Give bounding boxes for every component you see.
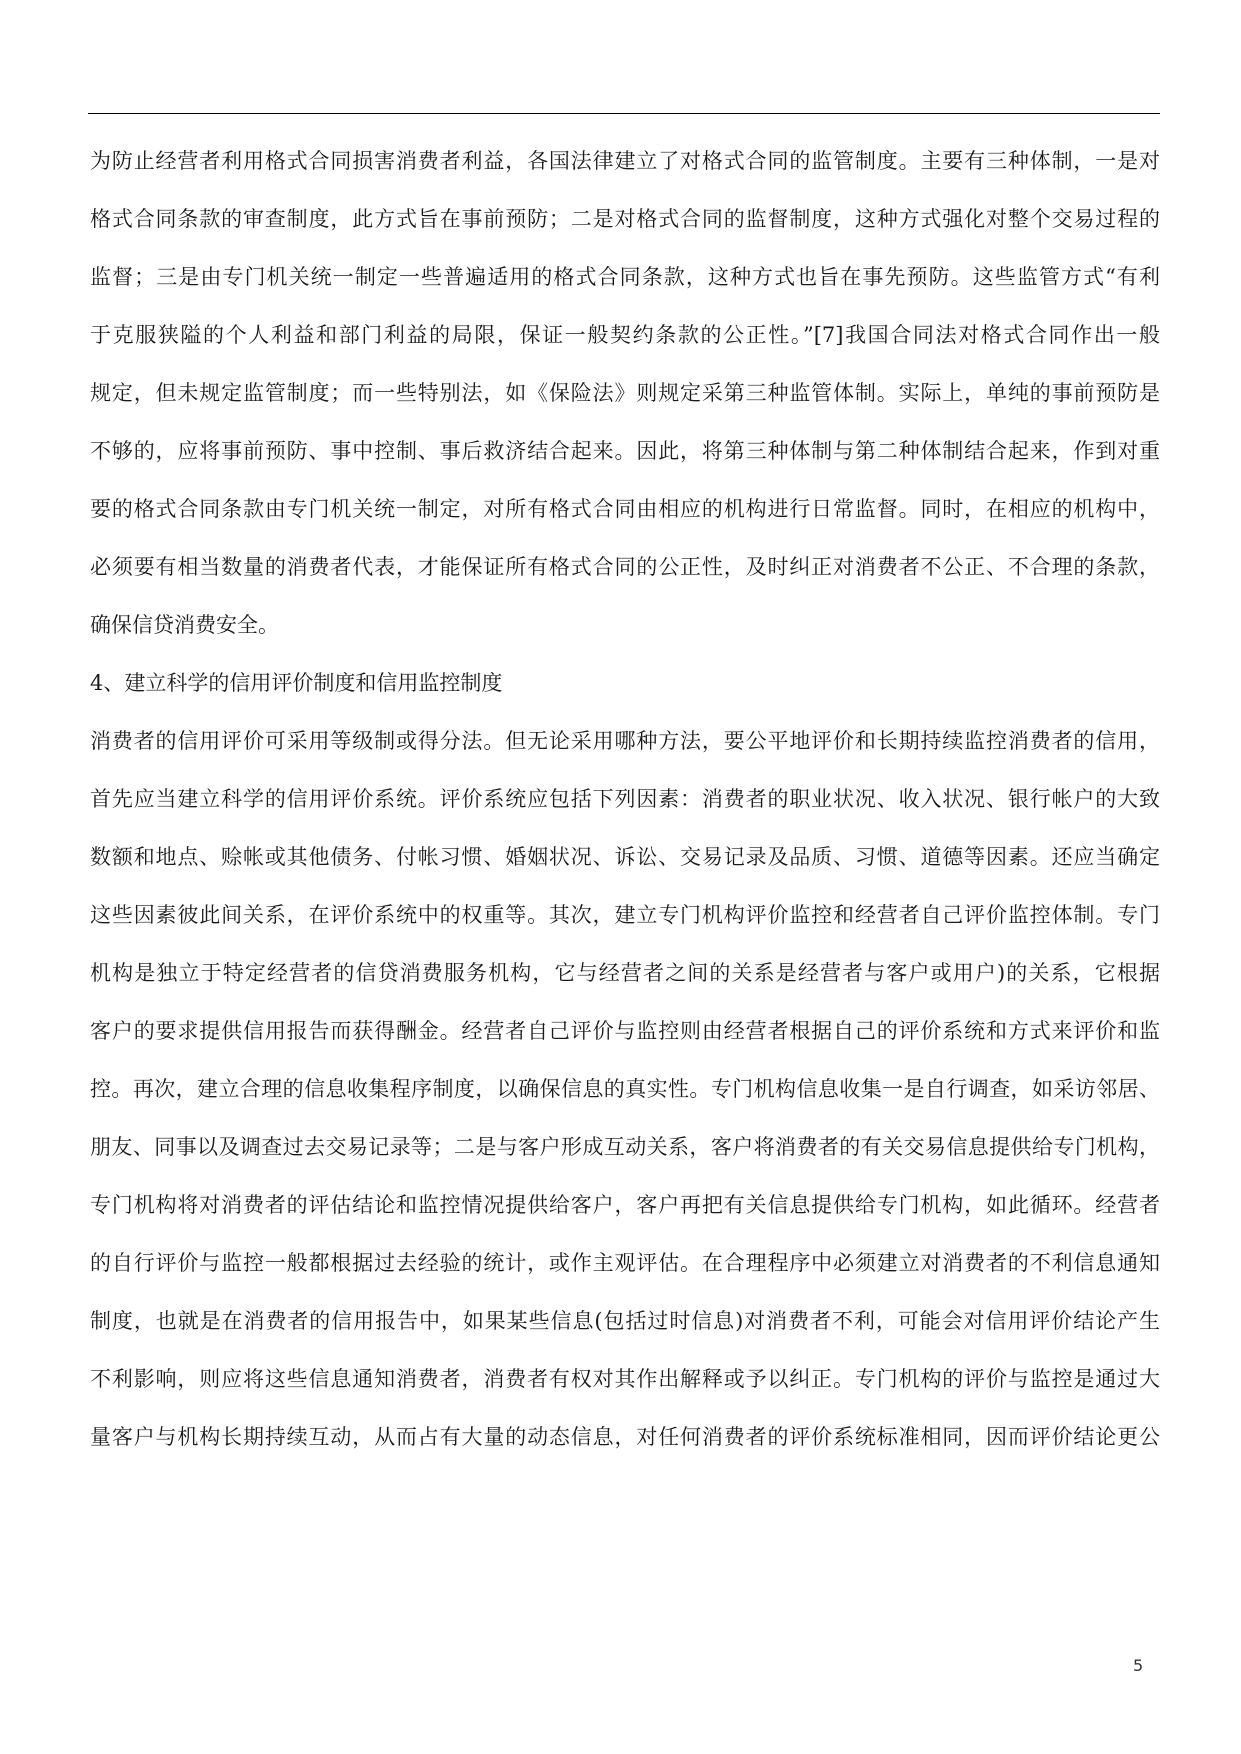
paragraph-line: 的自行评价与监控一般都根据过去经验的统计，或作主观评估。在合理程序中必须建立对消费者的不利信息通知 bbox=[90, 1251, 1160, 1275]
paragraph-line: 朋友、同事以及调查过去交易记录等；二是与客户形成互动关系，客户将消费者的有关交易信息提供给专门机构， bbox=[90, 1135, 1160, 1159]
paragraph-line: 机构是独立于特定经营者的信贷消费服务机构，它与经营者之间的关系是经营者与客户或用户)的关系，它根据 bbox=[90, 961, 1160, 985]
paragraph-line: 数额和地点、赊帐或其他债务、付帐习惯、婚姻状况、诉讼、交易记录及品质、习惯、道德等因素。还应当确定 bbox=[90, 845, 1160, 869]
paragraph-line: 要的格式合同条款由专门机关统一制定，对所有格式合同由相应的机构进行日常监督。同时，在相应的机构中， bbox=[90, 497, 1160, 521]
paragraph-line: 客户的要求提供信用报告而获得酬金。经营者自己评价与监控则由经营者根据自己的评价系统和方式来评价和监 bbox=[90, 1019, 1160, 1043]
paragraph-line: 为防止经营者利用格式合同损害消费者利益，各国法律建立了对格式合同的监管制度。主要有三种体制，一是对 bbox=[90, 149, 1160, 173]
page-number: 5 bbox=[1133, 1656, 1144, 1675]
paragraph-line: 消费者的信用评价可采用等级制或得分法。但无论采用哪种方法，要公平地评价和长期持续监控消费者的信用， bbox=[90, 729, 1160, 753]
paragraph-line: 必须要有相当数量的消费者代表，才能保证所有格式合同的公正性，及时纠正对消费者不公正、不合理的条款， bbox=[90, 555, 1160, 579]
section-heading: 4、建立科学的信用评价制度和信用监控制度 bbox=[90, 671, 503, 695]
paragraph-line: 这些因素彼此间关系，在评价系统中的权重等。其次，建立专门机构评价监控和经营者自己评价监控体制。专门 bbox=[90, 903, 1160, 927]
paragraph-line: 首先应当建立科学的信用评价系统。评价系统应包括下列因素：消费者的职业状况、收入状况、银行帐户的大致 bbox=[90, 787, 1160, 811]
paragraph-line: 监督；三是由专门机关统一制定一些普遍适用的格式合同条款，这种方式也旨在事先预防。这些监管方式“有利 bbox=[90, 265, 1160, 289]
paragraph-line: 于克服狭隘的个人利益和部门利益的局限，保证一般契约条款的公正性。”[7]我国合同法对格式合同作出一般 bbox=[90, 323, 1160, 347]
paragraph-line: 控。再次，建立合理的信息收集程序制度，以确保信息的真实性。专门机构信息收集一是自行调查，如采访邻居、 bbox=[90, 1077, 1160, 1101]
paragraph-line: 格式合同条款的审查制度，此方式旨在事前预防；二是对格式合同的监督制度，这种方式强化对整个交易过程的 bbox=[90, 207, 1160, 231]
paragraph-line: 确保信贷消费安全。 bbox=[90, 613, 279, 637]
header-rule bbox=[88, 113, 1160, 114]
paragraph-line: 制度，也就是在消费者的信用报告中，如果某些信息(包括过时信息)对消费者不利，可能会对信用评价结论产生 bbox=[90, 1309, 1160, 1333]
page-body bbox=[90, 132, 1160, 1466]
paragraph-line: 不利影响，则应将这些信息通知消费者，消费者有权对其作出解释或予以纠正。专门机构的评价与监控是通过大 bbox=[90, 1367, 1160, 1391]
paragraph-line: 规定，但未规定监管制度；而一些特别法，如《保险法》则规定采第三种监管体制。实际上，单纯的事前预防是 bbox=[90, 381, 1160, 405]
paragraph-line: 专门机构将对消费者的评估结论和监控情况提供给客户，客户再把有关信息提供给专门机构，如此循环。经营者 bbox=[90, 1193, 1160, 1217]
paragraph-line: 量客户与机构长期持续互动，从而占有大量的动态信息，对任何消费者的评价系统标准相同，因而评价结论更公 bbox=[90, 1425, 1160, 1449]
paragraph-line: 不够的，应将事前预防、事中控制、事后救济结合起来。因此，将第三种体制与第二种体制结合起来，作到对重 bbox=[90, 439, 1160, 463]
